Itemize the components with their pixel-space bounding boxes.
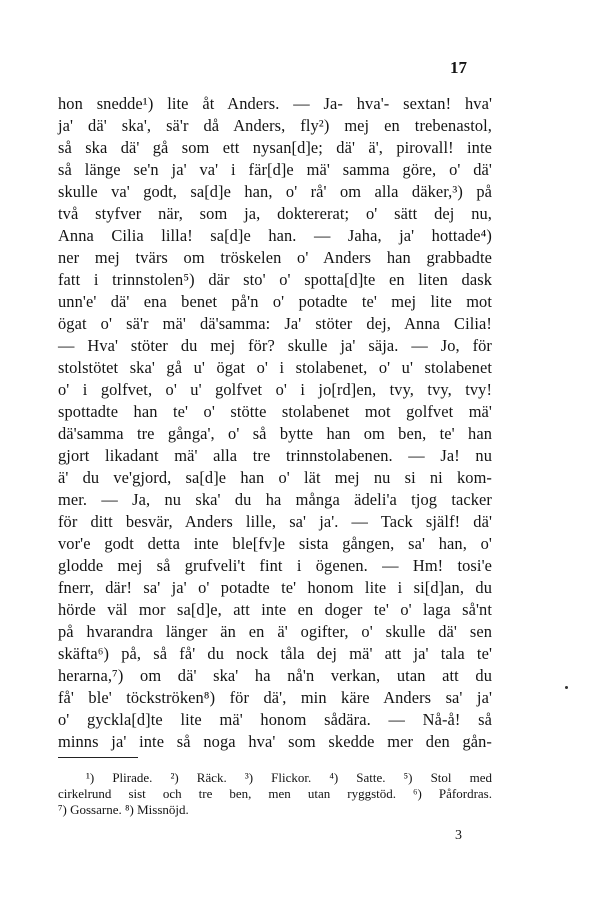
text-line: fnerr, där! sa' ja' o' potadte te' honom lite i si[d]an, du	[58, 578, 492, 597]
text-line: Anna Cilia lilla! sa[d]e han. — Jaha, ja' hottade⁴)	[58, 226, 492, 245]
text-line: glodde mej så grufveli't fint i ögenen. — Hm! tosi'e	[58, 556, 492, 575]
text-line: stolstötet ska' gå u' ögat o' i stolabenet, o' u' stolabenet	[58, 358, 492, 377]
footnote-line: ⁷) Gossarne. ⁸) Missnöjd.	[58, 802, 189, 817]
text-line: skulle va' godt, sa[d]e han, o' rå' om alla däker,³) på	[58, 182, 492, 201]
text-line: o' gyckla[d]te lite mä' honom sådära. — Nå-å! så	[58, 710, 492, 729]
text-line: gjort likadant mä' alla tre trinnstolabenen. — Ja! nu	[58, 446, 492, 465]
text-line: mer. — Ja, nu ska' du ha många ädeli'a tjog tacker	[58, 490, 492, 509]
text-line: minns ja' inte så noga hva' som skedde mer den gån-	[58, 732, 492, 751]
text-line: unn'e' dä' ena benet på'n o' potadte te' mej lite mot	[58, 292, 492, 311]
text-line: ögat o' sä'r mä' dä'samma: Ja' stöter dej, Anna Cilia!	[58, 314, 492, 333]
text-line: så ska dä' gå som ett nysan[d]e; dä' ä', pirovall! inte	[58, 138, 492, 157]
ink-speck	[565, 686, 568, 689]
text-line: få' ble' töckströken⁸) för dä', min käre Anders sa' ja'	[58, 688, 492, 707]
text-line: spottadte han te' o' stötte stolabenet mot golfvet mä'	[58, 402, 492, 421]
text-line: ä' du ve'gjord, sa[d]e han o' lät mej nu si ni kom-	[58, 468, 492, 487]
body-text	[58, 93, 492, 753]
text-line: för ditt besvär, Anders lille, sa' ja'. — Tack själf! dä'	[58, 512, 492, 531]
text-line: herarna,⁷) om dä' ska' ha nå'n verkan, utan att du	[58, 666, 492, 685]
text-line: skäfta⁶) på, så få' du nock tåla dej mä' att ja' tala te'	[58, 644, 492, 663]
text-line: hörde väl mor sa[d]e, att inte en doger te' o' laga så'nt	[58, 600, 492, 619]
footnote-divider	[58, 757, 138, 758]
text-line: dä'samma tre gånga', o' så bytte han om ben, te' han	[58, 424, 492, 443]
text-line: två styfver när, som ja, doktererat; o' sätt dej nu,	[58, 204, 492, 223]
text-line: — Hva' stöter du mej för? skulle ja' säja. — Jo, för	[58, 336, 492, 355]
text-line: ner mej tvärs om tröskelen o' Anders han grabbadte	[58, 248, 492, 267]
page-number: 17	[450, 58, 467, 77]
text-line: på hvarandra länger än en ä' ogifter, o' skulle dä' sen	[58, 622, 492, 641]
signature-mark: 3	[455, 828, 462, 843]
footnote-line: ¹) Plirade. ²) Räck. ³) Flickor. ⁴) Satte. ⁵) Stol med	[86, 770, 492, 785]
footnotes	[58, 770, 492, 818]
text-line: hon snedde¹) lite åt Anders. — Ja- hva'- sextan! hva'	[58, 94, 492, 113]
text-line: ja' dä' ska', sä'r då Anders, fly²) mej en trebenastol,	[58, 116, 492, 135]
text-line: fatt i trinnstolen⁵) där sto' o' spotta[d]te en liten dask	[58, 270, 492, 289]
footnote-line: cirkelrund sist och tre ben, men utan ryggstöd. ⁶) Påfordras.	[58, 786, 492, 801]
text-line: vor'e godt detta inte ble[fv]e sista gången, sa' han, o'	[58, 534, 492, 553]
text-line: o' i golfvet, o' u' golfvet o' i jo[rd]en, tvy, tvy, tvy!	[58, 380, 492, 399]
text-line: så länge se'n ja' va' i fär[d]e mä' samma göre, o' dä'	[58, 160, 492, 179]
